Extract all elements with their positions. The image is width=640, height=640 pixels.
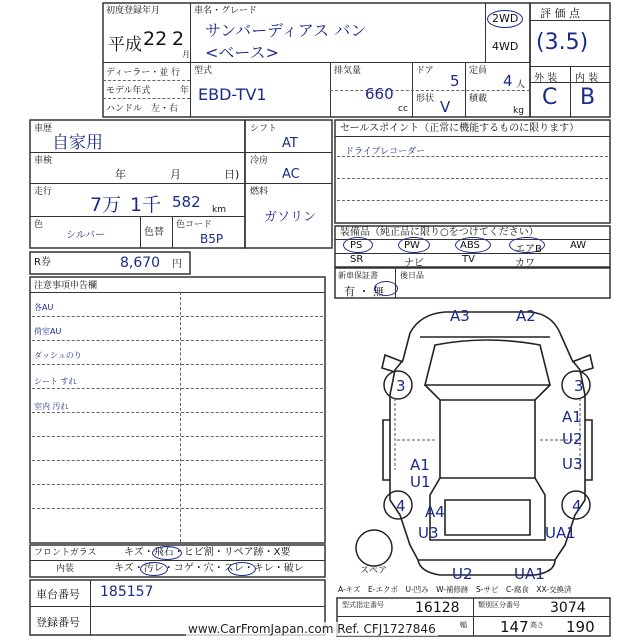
divider <box>32 388 323 389</box>
divider <box>32 436 323 437</box>
drive-4wd: 4WD <box>492 40 519 53</box>
equip-navi: ナビ <box>404 258 424 269</box>
shift-label: シフト <box>250 124 278 134</box>
damage-mark: A2 <box>516 307 536 325</box>
rating-score: (3.5) <box>536 30 589 55</box>
divider <box>32 364 323 365</box>
divider <box>570 66 571 117</box>
divider <box>485 3 486 63</box>
divider <box>245 183 332 184</box>
note-item: シート すれ <box>34 377 77 386</box>
damage-mark: 3 <box>396 377 406 395</box>
damage-mark: 4 <box>396 497 406 515</box>
divider <box>30 606 325 607</box>
displacement: 660 <box>365 85 394 103</box>
model-year-unit: 年 <box>180 86 190 96</box>
divider <box>473 598 474 636</box>
regno-label: 登録番号 <box>36 616 80 629</box>
handle-label: ハンドル 左・右 <box>106 104 179 114</box>
divider <box>190 62 191 117</box>
equip-leather: カワ <box>515 258 535 269</box>
divider <box>32 316 323 317</box>
divider <box>32 484 323 485</box>
damage-mark: 4 <box>572 497 582 515</box>
divider <box>337 156 608 157</box>
chassis-value: 185157 <box>100 584 154 600</box>
sales-point-item: ドライブレコーダー <box>345 147 426 157</box>
shape: V <box>440 98 451 116</box>
rear-items-label: 後日品 <box>400 271 424 280</box>
divider <box>330 90 530 91</box>
ac-value: AC <box>282 167 300 182</box>
class-no-label: 類別区分番号 <box>478 601 520 609</box>
equip-ps: PS <box>350 240 363 251</box>
selected-circle <box>152 546 182 560</box>
model-no-value: 16128 <box>415 600 460 616</box>
divider <box>337 178 608 179</box>
damage-mark: U1 <box>410 473 431 491</box>
color-label: 色 <box>34 220 44 230</box>
recycle-label: R券 <box>34 257 51 268</box>
divider <box>30 292 325 293</box>
fuel-value: ガソリン <box>264 210 317 225</box>
manual-value: 有 ・ 無 <box>344 285 384 298</box>
selected-circle <box>374 281 398 296</box>
divider <box>103 98 190 99</box>
history-value: 自家用 <box>52 133 103 153</box>
divider <box>32 508 323 509</box>
divider <box>30 560 325 561</box>
interior-grade: B <box>580 85 596 110</box>
recycle-unit: 円 <box>172 259 182 270</box>
inspection-day-unit: 日) <box>224 168 240 181</box>
reg-month: 2 <box>172 28 185 50</box>
divider <box>32 460 323 461</box>
damage-mark: A3 <box>450 307 470 325</box>
car-name-label: 車名・グレード <box>194 6 258 16</box>
doors: 5 <box>450 72 460 90</box>
damage-mark: U3 <box>418 524 439 542</box>
model-no-label: 型式指定番号 <box>342 601 384 609</box>
month-unit: 月 <box>182 50 190 59</box>
car-name: サンバーディアス バン <box>205 21 367 40</box>
displacement-unit: cc <box>398 104 408 114</box>
divider <box>140 216 141 248</box>
shape-label: 形状 <box>416 94 435 104</box>
damage-mark: A4 <box>425 503 445 521</box>
note-item: 室内 汚れ <box>34 402 69 411</box>
inspection-year-unit: 年 <box>115 168 126 181</box>
mileage-man: 7万 <box>90 194 122 216</box>
selected-circle <box>140 562 168 576</box>
capacity-unit: 人 <box>516 80 526 90</box>
color-code-label: 色コード <box>176 220 213 230</box>
manual-label: 新車保証書 <box>338 271 378 280</box>
width-label: 幅 <box>460 621 467 629</box>
divider <box>172 216 173 248</box>
divider <box>32 340 323 341</box>
model-code: EBD-TV1 <box>198 85 267 104</box>
history-label: 車歴 <box>34 124 53 134</box>
divider <box>90 580 91 635</box>
exterior-label: 外 装 <box>534 73 558 84</box>
drive-2wd: 2WD <box>492 12 519 25</box>
mileage-unit: km <box>212 205 226 215</box>
rating-label: 評 価 点 <box>540 7 580 20</box>
type-label: 型式 <box>194 66 213 76</box>
glass-text: キズ・飛石・ヒビ割・リペア跡・X要 <box>124 547 291 558</box>
note-item: 各AU <box>34 303 54 312</box>
notes-label: 注意事項申告欄 <box>34 281 98 291</box>
dealer-label: ディーラー・並 行 <box>106 68 181 78</box>
divider <box>190 3 191 63</box>
exterior-grade: C <box>542 85 558 110</box>
height-value: 190 <box>566 618 595 636</box>
capacity-label: 定員 <box>469 66 488 76</box>
divider <box>245 152 332 153</box>
damage-mark: 3 <box>574 377 584 395</box>
equip-sr: SR <box>350 254 364 265</box>
reg-era: 平成 <box>108 35 142 55</box>
mileage-sen: 1千 <box>130 194 162 216</box>
color-code: B5P <box>200 232 224 246</box>
divider <box>30 183 245 184</box>
equip-abs: ABS <box>460 240 480 251</box>
glass-label: フロントガラス <box>34 548 97 558</box>
width-value: 147 <box>500 618 529 636</box>
mileage-rest: 582 <box>172 193 201 211</box>
equip-tv: TV <box>462 254 475 265</box>
equip-pw: PW <box>404 240 420 251</box>
equip-aw: AW <box>570 240 587 251</box>
damage-mark: U2 <box>562 430 583 448</box>
grade: <ベース> <box>205 43 280 62</box>
shift-value: AT <box>282 136 298 151</box>
equipment-label: 装備品（純正品に限り○をつけてください） <box>340 227 539 238</box>
damage-mark: UA1 <box>514 565 545 583</box>
fuel-label: 燃料 <box>250 187 269 197</box>
ac-label: 冷房 <box>250 156 269 166</box>
chassis-label: 車台番号 <box>36 588 80 601</box>
watermark: www.CarFromJapan.com Ref. CFJ1727846 <box>188 622 436 636</box>
color-value: シルバー <box>66 230 106 241</box>
equip-airbag: エアB <box>515 244 542 255</box>
doors-label: ドア <box>416 66 434 76</box>
damage-mark: UA1 <box>545 524 576 542</box>
divider <box>32 412 323 413</box>
interior-cond-label: 内装 <box>56 564 75 574</box>
sales-points-label: セールスポイント（正常に機能するものに限ります） <box>340 123 580 134</box>
inspection-month-unit: 月 <box>170 168 181 181</box>
selected-circle <box>228 562 256 576</box>
damage-mark: A1 <box>562 408 582 426</box>
load-unit: kg <box>513 106 524 116</box>
inspection-label: 車検 <box>34 156 53 166</box>
height-label: 高さ <box>530 621 544 629</box>
load-label: 積載 <box>469 94 488 104</box>
displacement-label: 排気量 <box>334 66 362 76</box>
class-no-value: 3074 <box>550 600 586 616</box>
interior-label: 内 装 <box>575 73 599 84</box>
damage-mark: U3 <box>562 455 583 473</box>
divider <box>180 292 181 542</box>
model-year-label: モデル年式 <box>106 86 151 96</box>
mileage-label: 走行 <box>34 187 53 197</box>
note-item: 荷室AU <box>34 327 62 336</box>
recycle-amount: 8,670 <box>120 255 161 271</box>
damage-mark: U2 <box>452 565 473 583</box>
divider <box>337 200 608 201</box>
first-reg-label: 初度登録年月 <box>106 6 161 16</box>
spare-label: スペア <box>360 566 388 576</box>
capacity: 4 <box>503 72 513 90</box>
damage-mark: A1 <box>410 456 430 474</box>
color-change-label: 色替 <box>144 227 164 238</box>
legend-text: A-キズ E-エクボ U-凹み W-補修跡 S-サビ C-腐食 XX-交換済 <box>338 585 572 594</box>
note-item: ダッシュのり <box>34 351 82 360</box>
divider <box>335 136 610 137</box>
reg-year: 22 <box>143 28 168 50</box>
divider <box>103 80 190 81</box>
interior-cond-text: キズ・汚レ・コゲ・穴・スレ・キレ・破レ <box>114 563 304 574</box>
